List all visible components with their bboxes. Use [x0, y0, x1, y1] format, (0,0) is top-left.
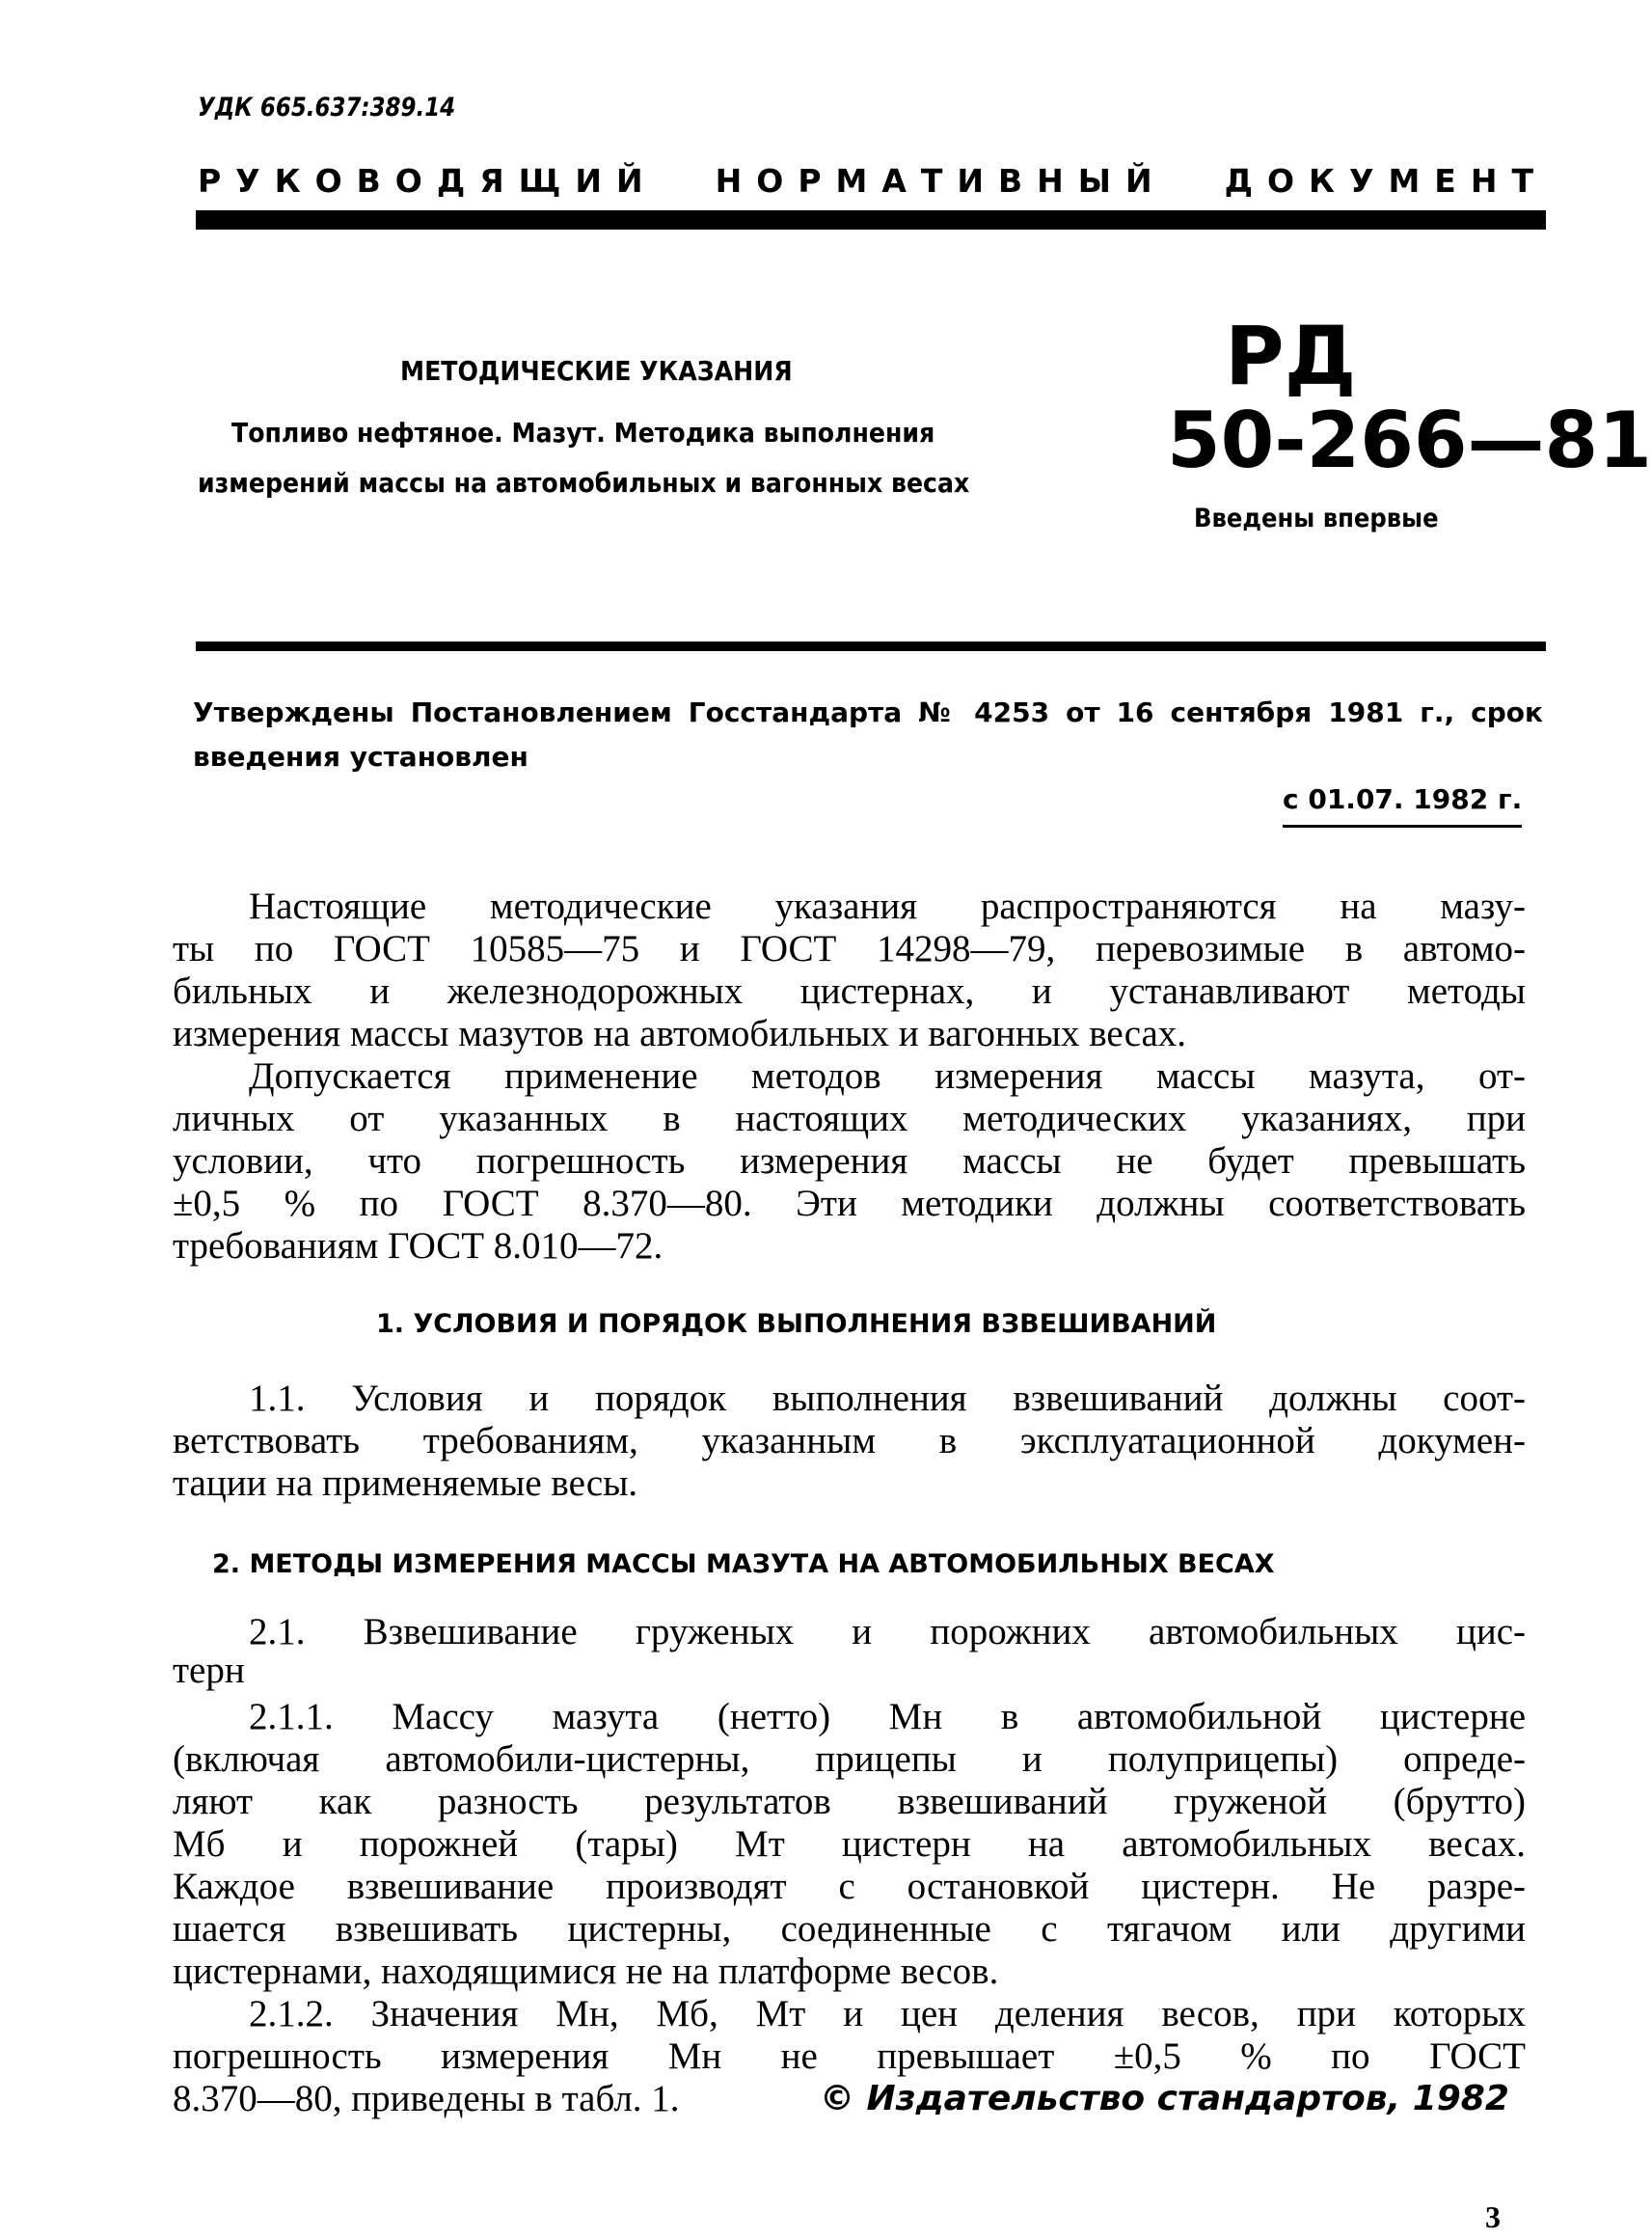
- title-rule: [196, 642, 1546, 651]
- header-rule: [196, 210, 1546, 230]
- section-heading: 2. МЕТОДЫ ИЗМЕРЕНИЯ МАССЫ МАЗУТА НА АВТОМОБИЛЬНЫХ ВЕСАХ: [212, 1549, 1275, 1579]
- body-line: ±0,5 % по ГОСТ 8.370—80. Эти методики должны соответствовать: [173, 1183, 1526, 1224]
- section-heading: 1. УСЛОВИЯ И ПОРЯДОК ВЫПОЛНЕНИЯ ВЗВЕШИВАНИЙ: [376, 1309, 1217, 1339]
- body-line: 2.1. Взвешивание груженых и порожних автомобильных цис-: [249, 1611, 1526, 1652]
- document-title-line: измерений массы на автомобильных и вагонных весах: [198, 467, 970, 499]
- body-line: 2.1.2. Значения Мн, Мб, Мт и цен деления весов, при которых: [249, 1993, 1526, 2034]
- body-line: цистернами, находящимися не на платформе весов.: [173, 1951, 999, 1992]
- body-line: бильных и железнодорожных цистернах, и устанавливают методы: [173, 970, 1526, 1012]
- body-line: тации на применяемые весы.: [173, 1462, 638, 1504]
- code-number: 50-266—81: [1167, 396, 1652, 485]
- approval-line: Утверждены Постановлением Госстандарта № 4253 от 16 сентября 1981 г., срок: [193, 696, 1543, 728]
- body-line: ляют как разность результатов взвешиваний груженой (брутто): [173, 1781, 1526, 1822]
- series-word: НОРМАТИВНЫЙ: [715, 162, 1167, 200]
- body-line: 2.1.1. Массу мазута (нетто) Мн в автомобильной цистерне: [249, 1696, 1526, 1737]
- body-line: личных от указанных в настоящих методических указаниях, при: [173, 1098, 1526, 1139]
- body-line: условии, что погрешность измерения массы не будет превышать: [173, 1140, 1526, 1182]
- body-line: (включая автомобили-цистерны, прицепы и полуприцепы) опреде-: [173, 1738, 1526, 1780]
- body-line: измерения массы мазутов на автомобильных и вагонных весах.: [173, 1013, 1187, 1054]
- body-line: шается взвешивать цистерны, соединенные с тягачом или другими: [173, 1908, 1526, 1950]
- body-line: Настоящие методические указания распространяются на мазу-: [249, 886, 1526, 927]
- page-number: 3: [1485, 2199, 1501, 2234]
- body-line: Допускается применение методов измерения массы мазута, от-: [249, 1055, 1526, 1097]
- body-line: терн: [173, 1650, 245, 1691]
- body-line: Каждое взвешивание производят с остановкой цистерн. Не разре-: [173, 1866, 1526, 1907]
- body-line: Мб и порожней (тары) Мт цистерн на автомобильных весах.: [173, 1823, 1526, 1865]
- body-line: 8.370—80, приведены в табл. 1.: [173, 2078, 680, 2119]
- document-kind: МЕТОДИЧЕСКИЕ УКАЗАНИЯ: [400, 355, 793, 387]
- body-line: ты по ГОСТ 10585—75 и ГОСТ 14298—79, перевозимые в автомо-: [173, 928, 1526, 969]
- body-line: ветствовать требованиям, указанным в эксплуатационной докумен-: [173, 1420, 1526, 1461]
- effective-date: с 01.07. 1982 г.: [1283, 783, 1522, 828]
- document-series-heading: [198, 162, 1548, 200]
- body-line: требованиям ГОСТ 8.010—72.: [173, 1225, 664, 1267]
- series-word: РУКОВОДЯЩИЙ: [198, 162, 658, 200]
- copyright: © Издательство стандартов, 1982: [820, 2079, 1509, 2118]
- document-title-line: Топливо нефтяное. Мазут. Методика выполнения: [231, 417, 935, 449]
- introduced-note: Введены впервые: [1194, 504, 1439, 533]
- body-line: 1.1. Условия и порядок выполнения взвешиваний должны соот-: [249, 1378, 1526, 1419]
- udk-code: УДК 665.637:389.14: [198, 93, 456, 123]
- approval-line: введения установлен: [193, 741, 528, 773]
- body-line: погрешность измерения Мн не превышает ±0,5 % по ГОСТ: [173, 2035, 1526, 2077]
- series-word: ДОКУМЕНТ: [1224, 162, 1548, 200]
- code-prefix: РД: [1225, 309, 1357, 403]
